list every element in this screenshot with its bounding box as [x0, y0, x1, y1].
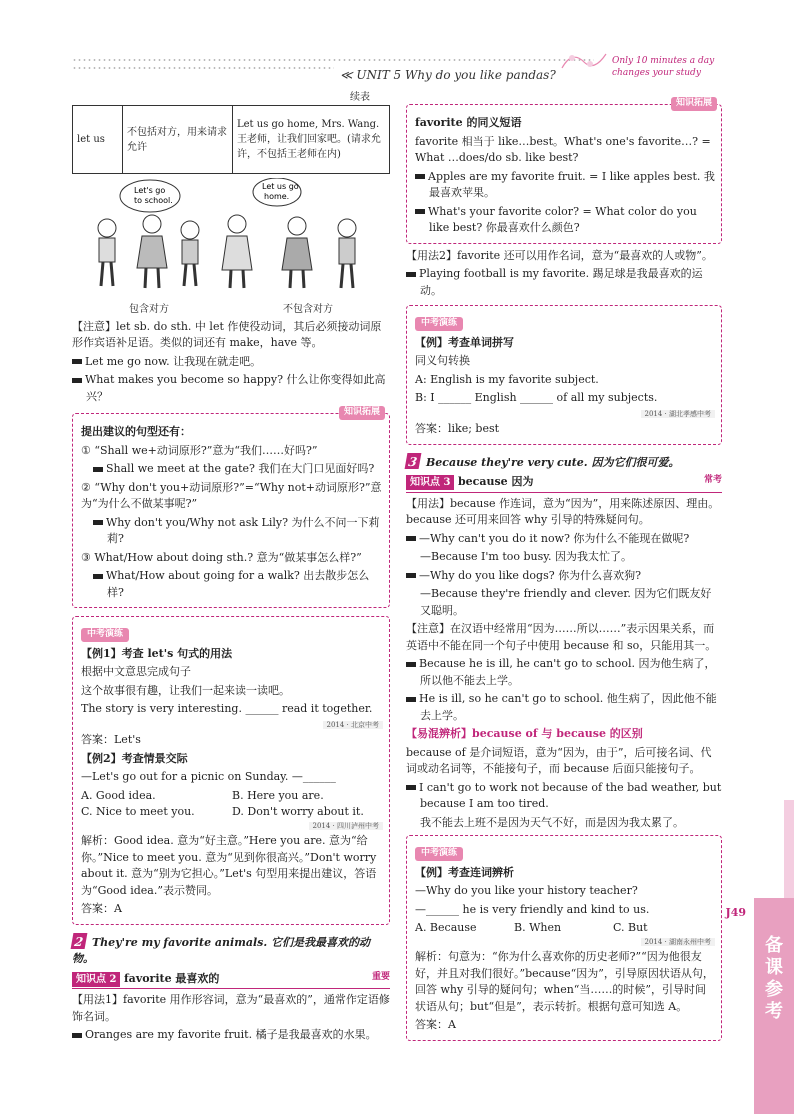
header-dots: [72, 58, 594, 62]
right-column: [406, 100, 722, 1045]
let-us-table: [72, 105, 390, 174]
bullet-icon: [72, 1033, 82, 1038]
table-row: [73, 106, 390, 174]
line: 根据中文意思完成句子: [81, 665, 191, 678]
kp-label: 知识点 2: [72, 972, 120, 987]
answer: 答案：A: [81, 902, 122, 915]
bullet-icon: [406, 662, 416, 667]
section-heading: 2 They're my favorite animals. 它们是我最喜欢的动物。: [72, 934, 370, 965]
floral-icon: [560, 48, 610, 74]
option-b: B. Here you are.: [232, 788, 324, 802]
example: Shall we meet at the gate? 我们在大门口见面好吗?: [81, 461, 383, 478]
knowledge-box: [406, 98, 722, 244]
usage: 【用法】because 作连词，意为“因为”，用来陈述原因、理由。because 还可用来回答 why 引导的特殊疑问句。: [406, 496, 720, 526]
answer: 答案：Let's: [81, 733, 141, 746]
section-number: 2: [71, 933, 88, 949]
bullet-icon: [406, 573, 416, 578]
source-label: 2014 · 北京中考: [81, 720, 383, 731]
example-title: 【例】考查连词辨析: [415, 865, 514, 879]
confusion-heading: 【易混辨析】because of 与 because 的区别: [406, 727, 643, 740]
question: —Why do you like your history teacher?: [415, 884, 638, 897]
note: 【注意】let sb. do sth. 中 let 作使役动词，其后必须接动词原形作宾语补足语。类似的词还有 make，have 等。: [72, 319, 382, 349]
slogan: Only 10 minutes a day changes your study: [612, 56, 715, 78]
unit-title: ≪ UNIT 5 Why do you like pandas?: [340, 68, 556, 82]
option-d: D. Don't worry about it.: [232, 805, 364, 818]
bubble-text-3: Let us go: [262, 182, 299, 191]
example: Playing football is my favorite. 踢足球是我最喜欢的运动。: [406, 266, 722, 299]
line: The story is very interesting. ______ read it together.: [81, 702, 373, 715]
table-cell: 不包括对方，用来请求允许: [123, 106, 233, 174]
example: I can't go to work not because of the bad weather, but because I am too tired.: [406, 780, 722, 813]
bullet-icon: [406, 536, 416, 541]
option-a: A. Good idea.: [81, 788, 156, 802]
kp-level: 重要: [371, 971, 390, 982]
example: Let me go now. 让我现在就走吧。: [72, 354, 390, 371]
kid: [98, 219, 116, 286]
header-dots: [72, 66, 334, 70]
source-label: 2014 · 湖北孝感中考: [415, 409, 715, 420]
table-cell: let us: [73, 106, 123, 174]
explanation: 解析：Good idea. 意为“好主意。”Here you are. 意为“给你。”Nice to meet you. 意为“见到你很高兴。”Don't worry about it. 意为“别为它担心。”Let's 句型用来提出建议，答语为“Good idea.”表示赞同。: [81, 834, 377, 897]
knowledge-point: [72, 971, 390, 990]
option-c: C. Nice to meet you.: [81, 805, 195, 818]
example-title: 【例2】考查情景交际: [81, 751, 188, 765]
kid: [137, 215, 167, 288]
exam-practice-box: [72, 616, 390, 925]
kids-illustration: [72, 178, 390, 298]
question: —Let's go out for a picnic on Sunday. —______: [81, 770, 336, 783]
bubble-text-4: home.: [264, 192, 290, 201]
bullet-icon: [93, 574, 103, 579]
left-column: [72, 90, 390, 1046]
example: —Because they're friendly and clever. 因为它们既友好又聪明。: [420, 587, 712, 617]
example-title: 【例1】考查 let's 句式的用法: [81, 646, 233, 660]
example: What makes you become so happy? 什么让你变得如此高兴？: [72, 372, 390, 405]
kid: [282, 217, 312, 288]
bullet-icon: [72, 378, 82, 383]
section-heading: 3 Because they're very cute. 因为它们很可爱。: [406, 453, 722, 472]
example: 我不能去上班不是因为天气不好，而是因为我太累了。: [420, 815, 684, 829]
box-tag: 知识拓展: [339, 406, 385, 420]
example: Apples are my favorite fruit. = I like apples best. 我最喜欢苹果。: [415, 169, 715, 202]
bullet-icon: [93, 520, 103, 525]
box-title: 提出建议的句型还有：: [81, 425, 191, 438]
kp-title: because 因为: [457, 475, 534, 488]
example: What/How about going for a walk? 出去散步怎么样?: [81, 568, 383, 601]
example: Why don't you/Why not ask Lily? 为什么不问一下莉莉?: [81, 515, 383, 548]
source-label: 2014 · 湖南永州中考: [415, 937, 715, 948]
bullet-icon: [72, 359, 82, 364]
kid: [222, 215, 252, 288]
box-item: ③ What/How about doing sth.? 意为“做某事怎么样?”: [81, 550, 362, 564]
question: —______ he is very friendly and kind to us.: [415, 902, 650, 916]
box-tag: 知识拓展: [671, 97, 717, 111]
example: Because he is ill, he can't go to school. 因为他生病了，所以他不能去上学。: [406, 656, 722, 689]
line: favorite 相当于 like…best。What's one's favorite…? = What …does/do sb. like best?: [415, 134, 711, 164]
options-row: [81, 804, 383, 821]
box-tag: 中考演练: [415, 847, 463, 861]
example: He is ill, so he can't go to school. 他生病了，因此他不能去上学。: [406, 691, 722, 724]
line: because of 是介词短语，意为“因为，由于”，后可接名词、代词或动名词等，不能接句子，而 because 后面只能接句子。: [406, 745, 712, 775]
box-title: favorite 的同义短语: [415, 116, 522, 129]
bubble-text-2: to school.: [134, 196, 173, 205]
kp-title: favorite 最喜欢的: [123, 971, 220, 985]
box-item: ① “Shall we+动词原形?”意为“我们……好吗?”: [81, 443, 318, 457]
kid: [181, 221, 199, 286]
line: A: English is my favorite subject.: [415, 372, 599, 386]
section-number: 3: [405, 453, 422, 469]
options-row: [415, 920, 715, 937]
bullet-icon: [415, 209, 425, 214]
line: 这个故事很有趣，让我们一起来读一读吧。: [81, 683, 290, 697]
side-decoration: [784, 800, 794, 900]
answer: 答案：A: [415, 1018, 456, 1031]
line: B: I ______ English ______ of all my subjects.: [415, 391, 658, 404]
box-tag: 中考演练: [415, 317, 463, 331]
bullet-icon: [406, 697, 416, 702]
example: Oranges are my favorite fruit. 橘子是我最喜欢的水果。: [72, 1027, 390, 1044]
example: —Why do you like dogs? 你为什么喜欢狗?: [406, 568, 722, 585]
bullet-icon: [406, 272, 416, 277]
example: —Why can't you do it now? 你为什么不能现在做呢?: [406, 531, 722, 548]
exam-practice-box: [406, 835, 722, 1041]
kp-label: 知识点 3: [406, 475, 454, 490]
page-number: J49: [725, 906, 746, 919]
example-title: 【例】考查单词拼写: [415, 335, 514, 349]
option-c: C. But: [613, 921, 648, 934]
note: 【注意】在汉语中经常用“因为……所以……”表示因果关系，而英语中不能在同一个句子中使用 because 和 so，只能用其一。: [406, 622, 717, 652]
continued-label: 续表: [350, 92, 370, 103]
line: 同义句转换: [415, 354, 470, 367]
knowledge-point: [406, 474, 722, 493]
box-tag: 中考演练: [81, 628, 129, 642]
answer: 答案：like; best: [415, 422, 500, 435]
options-row: [81, 788, 383, 805]
kp-level: 常考: [703, 475, 722, 485]
example: —Because I'm too busy. 因为我太忙了。: [420, 550, 633, 563]
usage: 【用法1】favorite 用作形容词，意为“最喜欢的”，通常作定语修饰名词。: [72, 993, 390, 1023]
option-a: A. Because: [415, 921, 477, 934]
example: What's your favorite color? = What color do you like best? 你最喜欢什么颜色?: [415, 204, 715, 237]
bubble-text-1: Let's go: [134, 186, 166, 195]
kid: [338, 219, 356, 288]
usage: 【用法2】favorite 还可以用作名词，意为“最喜欢的人或物”。: [406, 248, 713, 262]
table-cell: Let us go home, Mrs. Wang. 王老师，让我们回家吧。(请求允许，不包括王老师在内): [233, 106, 390, 174]
exam-practice-box: [406, 305, 722, 445]
bullet-icon: [406, 785, 416, 790]
knowledge-box: [72, 407, 390, 608]
caption-include: 包含对方: [129, 303, 169, 315]
side-label: 备课参考: [762, 935, 783, 1023]
source-label: 2014 · 四川泸州中考: [81, 821, 383, 832]
bullet-icon: [93, 467, 103, 472]
bullet-icon: [415, 174, 425, 179]
box-item: ② “Why don't you+动词原形?”=“Why not+动词原形?”意为“为什么不做某事呢?”: [81, 480, 382, 510]
caption-exclude: 不包含对方: [283, 303, 333, 315]
option-b: B. When: [514, 921, 562, 934]
explanation: 解析：句意为：“你为什么喜欢你的历史老师?”“因为他很友好，并且对我们很好。”because“因为”，引导原因状语从句，回答 why 引导的疑问句；when“当……的时候”，引导时间状语从句；but“但是”，表示转折。根据句意可知选 A。: [415, 950, 714, 1013]
